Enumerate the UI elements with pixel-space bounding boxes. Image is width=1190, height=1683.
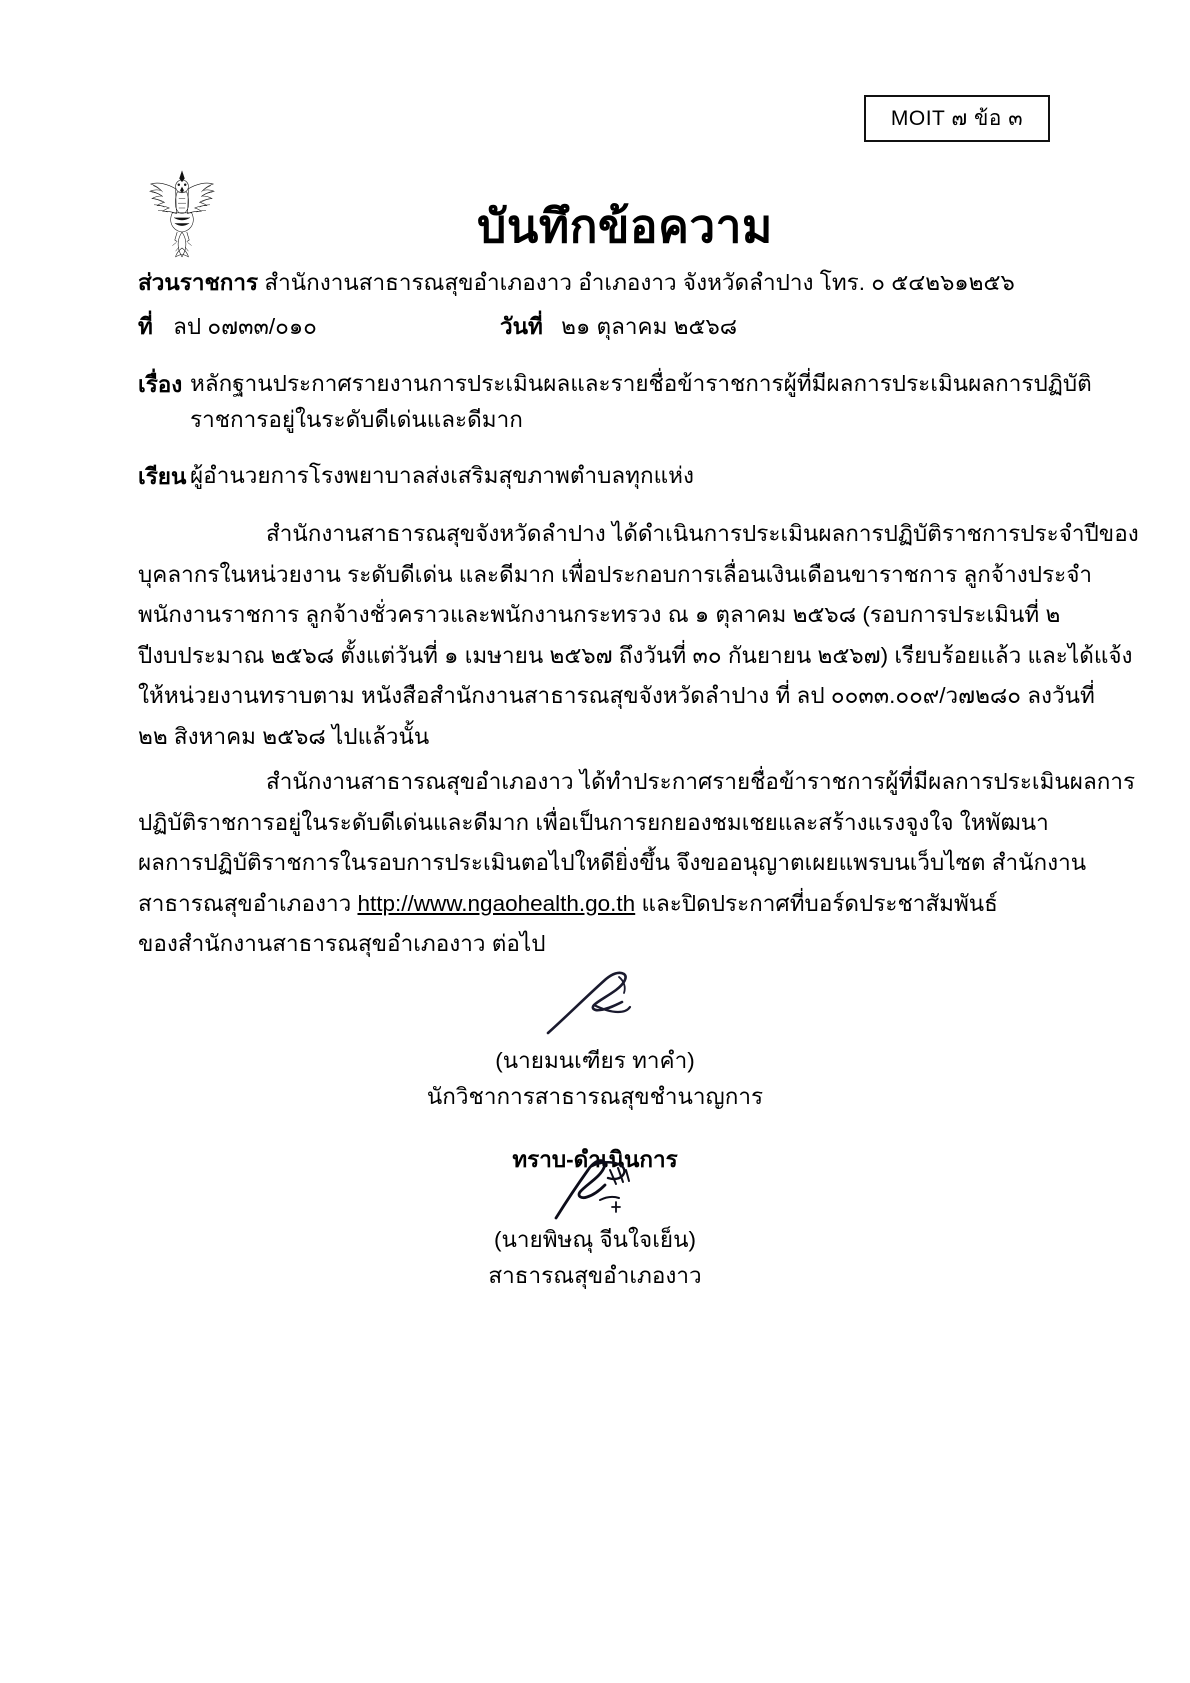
department-row [138, 272, 1015, 295]
department-label: ส่วนราชการ [138, 270, 259, 295]
paragraph-2-text-4b: และปิดประกาศที่บอร์ดประชาสัมพันธ์ [635, 890, 998, 916]
addressee-line-1: ผู้อำนวยการโรงพยาบาลส่งเสริมสุขภาพตำบลทุกแห่ง [190, 463, 694, 488]
addressee-label: เรียน [138, 464, 187, 489]
document-title: บันทึกข้อความ [477, 200, 773, 252]
subject-line-1: หลักฐานประกาศรายงานการประเมินผลและรายชื่อข้าราชการผู้ที่มีผลการประเมินผลการปฏิบัติ [190, 371, 1092, 396]
paragraph-2-line-4 [138, 884, 1010, 925]
moit-stamp-label: MOIT ๗ ข้อ ๓ [890, 107, 1024, 130]
signature-mark-2 [0, 1150, 1190, 1222]
paragraph-1-line-1 [138, 514, 1139, 555]
signature-block-1 [0, 965, 1190, 1178]
body-paragraph-1 [138, 514, 1139, 757]
signature-block-2 [0, 1150, 1190, 1295]
website-url-link[interactable]: http://www.ngaohealth.go.th [357, 890, 636, 916]
subject-line-2: ราชการอยู่ในระดับดีเด่นและดีมาก [190, 407, 523, 433]
paragraph-1-line-4: ปีงบประมาณ ๒๕๖๘ ตั้งแต่วันที่ ๑ เมษายน ๒๕๖๗ ถึงวันที่ ๓๐ กันยายน ๒๕๖๗) เรียบร้อยแล้ว และได้แจ้ง [138, 642, 1133, 668]
reference-value: ลป ๐๗๓๓/๐๑๐ [173, 314, 317, 339]
paragraph-2-line-5: ของสำนักงานสาธารณสุขอำเภองาว ต่อไป [138, 931, 546, 956]
paragraph-2-line-1 [138, 762, 1136, 803]
addressee-block [138, 458, 1008, 494]
paragraph-2-line-3: ผลการปฏิบัติราชการในรอบการประเมินตอไปใหดียิ่งขึ้น จึงขออนุญาตเผยแพรบนเว็บไซต สำนักงาน [138, 850, 1087, 875]
paragraph-1-line-6: ๒๒ สิงหาคม ๒๕๖๘ ไปแล้วนั้น [138, 723, 430, 749]
signature-name-1: (นายมนเฑียร ทาคำ) [495, 1048, 695, 1073]
moit-stamp-box [864, 95, 1050, 142]
department-value: สำนักงานสาธารณสุขอำเภองาว อำเภองาว จังหวัดลำปาง โทร. ๐ ๕๔๒๖๑๒๕๖ [264, 270, 1015, 295]
signature-role-2: สาธารณสุขอำเภองาว [488, 1263, 702, 1289]
body-paragraph-2 [138, 762, 1136, 965]
paragraph-1-line-3: พนักงานราชการ ลูกจ้างชั่วคราวและพนักงานกระทรวง ณ ๑ ตุลาคม ๒๕๖๘ (รอบการประเมินที่ ๒ [138, 602, 1061, 627]
reference-row [138, 316, 317, 339]
paragraph-1-text-1: สำนักงานสาธารณสุขจังหวัดลำปาง ได้ดำเนินการประเมินผลการปฏิบัติราชการประจำปีของ [266, 521, 1139, 546]
signature-note-1: ทราบ-ดำเนินการ [512, 1146, 678, 1172]
signature-role-1: นักวิชาการสาธารณสุขชำนาญการ [426, 1084, 764, 1110]
signature-name-2: (นายพิษณุ จีนใจเย็น) [494, 1227, 696, 1252]
signature-mark-1 [0, 965, 1190, 1043]
date-value: ๒๑ ตุลาคม ๒๕๖๘ [561, 314, 738, 339]
paragraph-2-line-2: ปฏิบัติราชการอยู่ในระดับดีเด่นและดีมาก เพื่อเป็นการยกยองชมเชยและสร้างแรงจูงใจ ใหพัฒนา [138, 809, 1049, 835]
paragraph-1-line-5: ให้หน่วยงานทราบตาม หนังสือสำนักงานสาธารณสุขจังหวัดลำปาง ที่ ลป ๐๐๓๓.๐๐๙/ว๗๒๘๐ ลงวันที่ [138, 683, 1095, 708]
paragraph-2-text-4a: สาธารณสุขอำเภองาว [138, 890, 358, 916]
subject-label: เรื่อง [138, 372, 183, 397]
paragraph-1-line-2: บุคลากรในหน่วยงาน ระดับดีเด่น และดีมาก เพื่อประกอบการเลื่อนเงินเดือนขาราชการ ลูกจ้างประจำ [138, 561, 1093, 587]
subject-body [190, 366, 1092, 439]
date-row [500, 316, 737, 339]
reference-label: ที่ [138, 314, 153, 339]
subject-block [138, 366, 1092, 439]
paragraph-2-text-1: สำนักงานสาธารณสุขอำเภองาว ได้ทำประกาศรายชื่อข้าราชการผู้ที่มีผลการประเมินผลการ [266, 769, 1136, 794]
date-label: วันที่ [500, 314, 543, 339]
addressee-body [190, 458, 990, 494]
